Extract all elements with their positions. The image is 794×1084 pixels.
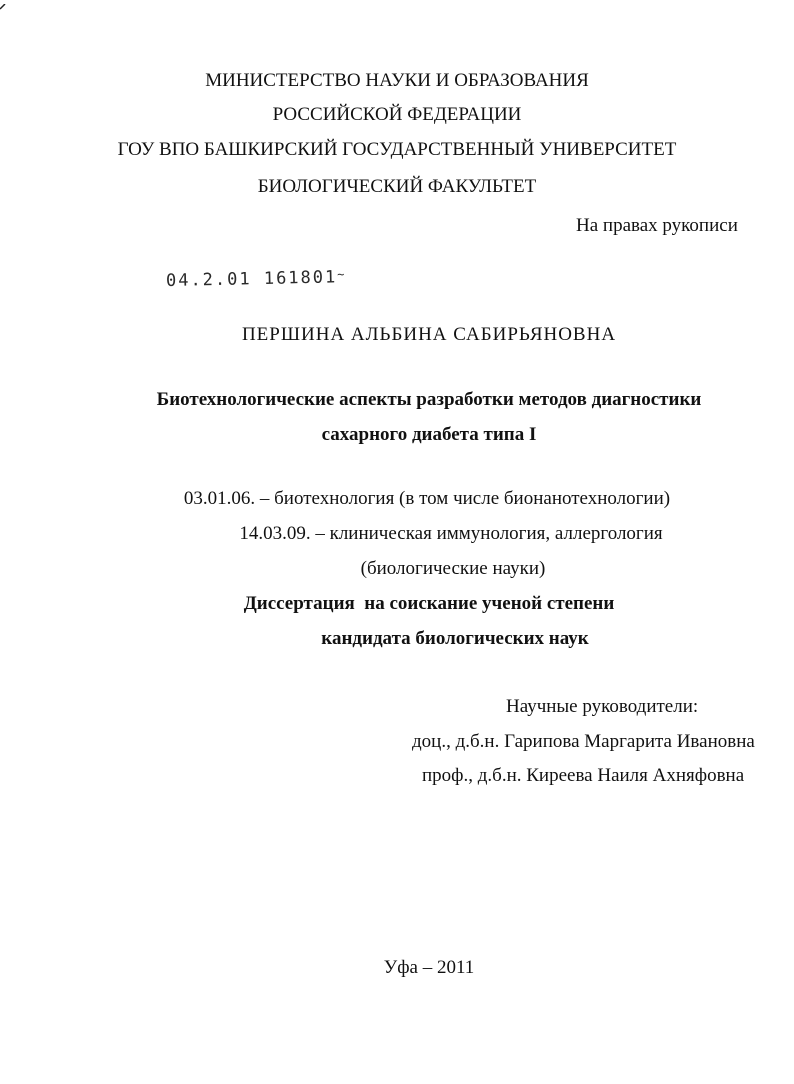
supervisors-heading: Научные руководители: [506,696,699,717]
specialty-1: 03.01.06. – биотехнология (в том числе бионанотехнологии) [183,488,671,509]
scan-mark [0,4,6,10]
manuscript-note: На правах рукописи [576,215,738,236]
science-field: (биологические науки) [360,558,546,579]
author-name: ПЕРШИНА АЛЬБИНА САБИРЬЯНОВНА [241,324,617,345]
ministry-line-1: МИНИСТЕРСТВО НАУКИ И ОБРАЗОВАНИЯ [205,70,589,91]
library-stamp-number: 04.2.01 161801~ [165,267,347,291]
supervisor-1: доц., д.б.н. Гарипова Маргарита Ивановна [412,731,755,752]
thesis-title-line-2: сахарного диабета типа I [321,424,537,445]
specialty-2: 14.03.09. – клиническая иммунология, аллергология [239,523,663,544]
degree-line-2: кандидата биологических наук [321,628,589,649]
ministry-line-2: РОССИЙСКОЙ ФЕДЕРАЦИИ [272,104,522,125]
stamp-number-text: 04.2.01 161801 [165,267,338,291]
faculty-name: БИОЛОГИЧЕСКИЙ ФАКУЛЬТЕТ [257,176,537,197]
thesis-title-line-1: Биотехнологические аспекты разработки методов диагностики [156,389,702,410]
supervisor-2: проф., д.б.н. Киреева Наиля Ахняфовна [422,765,745,786]
degree-line-1: Диссертация на соискание ученой степени [243,593,615,614]
university-name: ГОУ ВПО БАШКИРСКИЙ ГОСУДАРСТВЕННЫЙ УНИВЕРСИТЕТ [117,139,677,160]
city-year: Уфа – 2011 [383,957,475,978]
